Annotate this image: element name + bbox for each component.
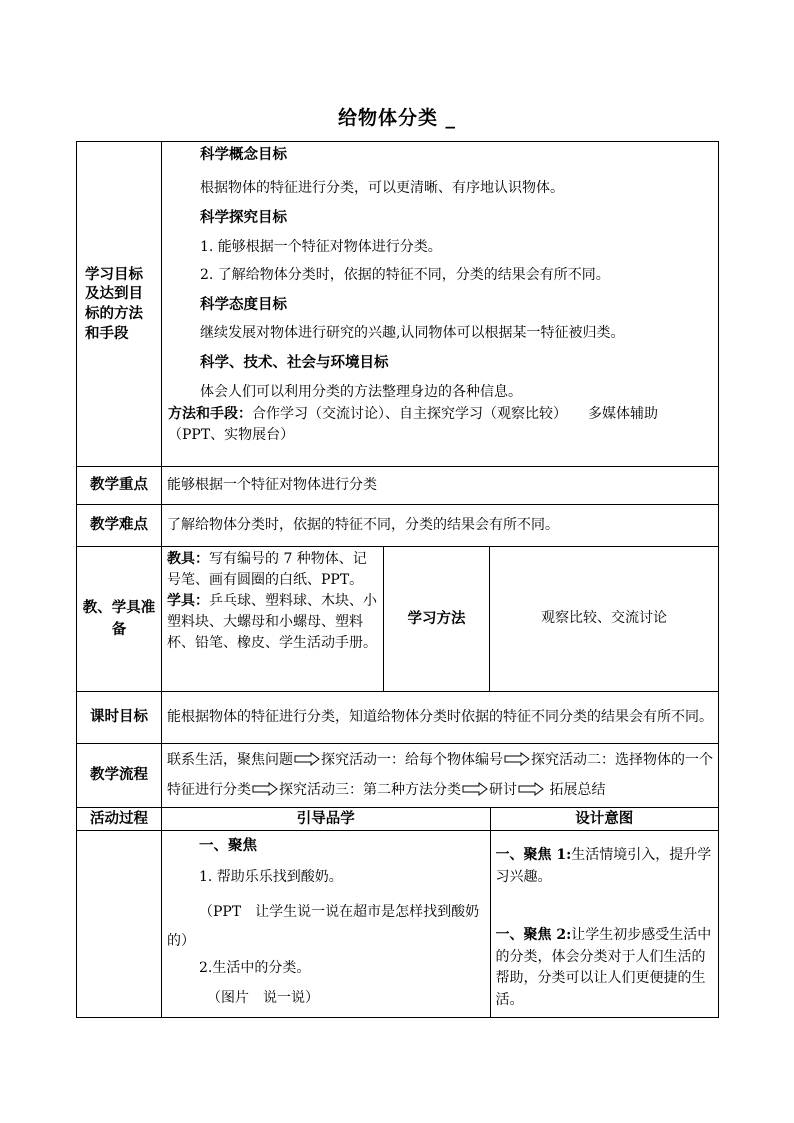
design-note-2-label: 一、聚焦 2:	[495, 926, 572, 943]
process-header-subtable	[162, 808, 718, 830]
focus-item-2-note: （图片 说一说）	[207, 990, 319, 1007]
attitude-heading: 科学态度目标	[200, 296, 287, 313]
process-header-row	[77, 808, 719, 831]
process-body-subtable	[162, 831, 718, 1017]
document-title: 给物体分类 _	[337, 107, 457, 129]
flow-step: 联系生活，聚焦问题	[167, 752, 293, 769]
arrow-right-icon	[504, 752, 530, 766]
student-tools	[167, 591, 378, 654]
design-note-1-label: 一、聚焦 1:	[495, 847, 572, 864]
difficulty-text: 了解给物体分类时，依据的特征不同，分类的结果会有所不同。	[162, 505, 719, 547]
prep-label: 教、学具准备	[77, 547, 162, 692]
focus-item-2: 2.生活中的分类。	[199, 960, 311, 977]
arrow-right-icon	[518, 782, 544, 796]
methods-text: 合作学习（交流讨论）、自主探究学习（观察比较） 多媒体辅助（PPT、实物展台）	[168, 406, 658, 443]
student-tools-label: 学具：	[167, 593, 209, 609]
flow-step: 探究活动一：给每个物体编号	[321, 752, 503, 769]
flow-label: 教学流程	[77, 744, 162, 808]
key-point-text: 能够根据一个特征对物体进行分类	[162, 467, 719, 505]
attitude-text: 继续发展对物体进行研究的兴趣,认同物体可以根据某一特征被归类。	[200, 325, 625, 342]
flow-row	[77, 744, 719, 808]
sci-inquiry-heading: 科学探究目标	[200, 209, 287, 227]
guide-header: 引导品学	[162, 808, 490, 830]
design-note-1	[496, 845, 714, 888]
flow-step: 探究活动三：第二种方法分类	[279, 781, 461, 798]
flow-step: 拓展总结	[545, 781, 606, 798]
design-note-1-text: 生活情境引入，提升学习兴趣。	[495, 847, 712, 886]
arrow-right-icon	[462, 782, 488, 796]
arrow-right-icon	[252, 782, 278, 796]
lesson-goal-text: 能根据物体的特征进行分类，知道给物体分类时依据的特征不同分类的结果会有所不同。	[162, 692, 719, 744]
lesson-plan-table	[76, 141, 719, 1018]
flow-step: 研讨	[489, 781, 517, 798]
difficulty-row	[77, 505, 719, 547]
focus-item-1-note: （PPT 让学生说一说在超市是怎样找到酸奶的）	[167, 903, 480, 950]
methods-label: 方法和手段：	[168, 406, 252, 423]
goals-label: 学习目标及达到目标的方法和手段	[77, 142, 162, 467]
difficulty-label: 教学难点	[77, 505, 162, 547]
design-header: 设计意图	[575, 810, 634, 827]
process-header-cells	[162, 808, 719, 831]
focus-heading: 一、聚焦	[199, 837, 257, 855]
study-method-text: 观察比较、交流讨论	[490, 547, 719, 692]
guide-content	[162, 831, 490, 1017]
process-body-row	[77, 831, 719, 1018]
flow-content	[162, 744, 719, 808]
design-content	[490, 831, 718, 1017]
process-body	[162, 831, 719, 1018]
process-empty-cell	[77, 831, 162, 1018]
lesson-goal-row	[77, 692, 719, 744]
sts-heading: 科学、技术、社会与环境目标	[200, 354, 389, 372]
teacher-tools-label: 教具：	[167, 551, 209, 567]
sci-inquiry-item-1: 1. 能够根据一个特征对物体进行分类。	[200, 238, 442, 255]
arrow-right-icon	[294, 752, 320, 766]
methods-paragraph	[168, 404, 712, 445]
lesson-goal-label: 课时目标	[77, 692, 162, 744]
key-point-row	[77, 467, 719, 505]
prep-tools	[162, 547, 384, 692]
sci-concept-text: 根据物体的特征进行分类，可以更清晰、有序地认识物体。	[200, 180, 564, 197]
design-note-2	[496, 925, 714, 1012]
study-method-label: 学习方法	[384, 547, 490, 692]
key-point-label: 教学重点	[77, 467, 162, 505]
process-label: 活动过程	[77, 808, 162, 831]
sci-inquiry-item-2: 2. 了解给物体分类时，依据的特征不同，分类的结果会有所不同。	[200, 267, 610, 284]
student-tools-text: 乒乓球、塑料球、木块、小塑料块、大螺母和小螺母、塑料杯、铅笔、橡皮、学生活动手册。	[167, 593, 377, 651]
focus-item-1: 1. 帮助乐乐找到酸奶。	[199, 868, 343, 885]
design-note-2-text: 让学生初步感受生活中的分类，体会分类对于人们生活的帮助，分类可以让人们更便捷的生活。	[495, 926, 712, 1008]
teacher-tools-text: 写有编号的 7 种物体、记号笔、画有圆圈的白纸、PPT。	[167, 551, 367, 588]
prep-row	[77, 547, 719, 692]
flow-step: 探究活动二：选择物体的一个特征进行分类	[167, 752, 713, 798]
goals-row	[77, 142, 719, 467]
sci-concept-heading: 科学概念目标	[200, 146, 287, 163]
goals-content	[162, 142, 719, 467]
teacher-tools	[167, 549, 378, 591]
sts-text: 体会人们可以利用分类的方法整理身边的各种信息。	[200, 383, 522, 400]
